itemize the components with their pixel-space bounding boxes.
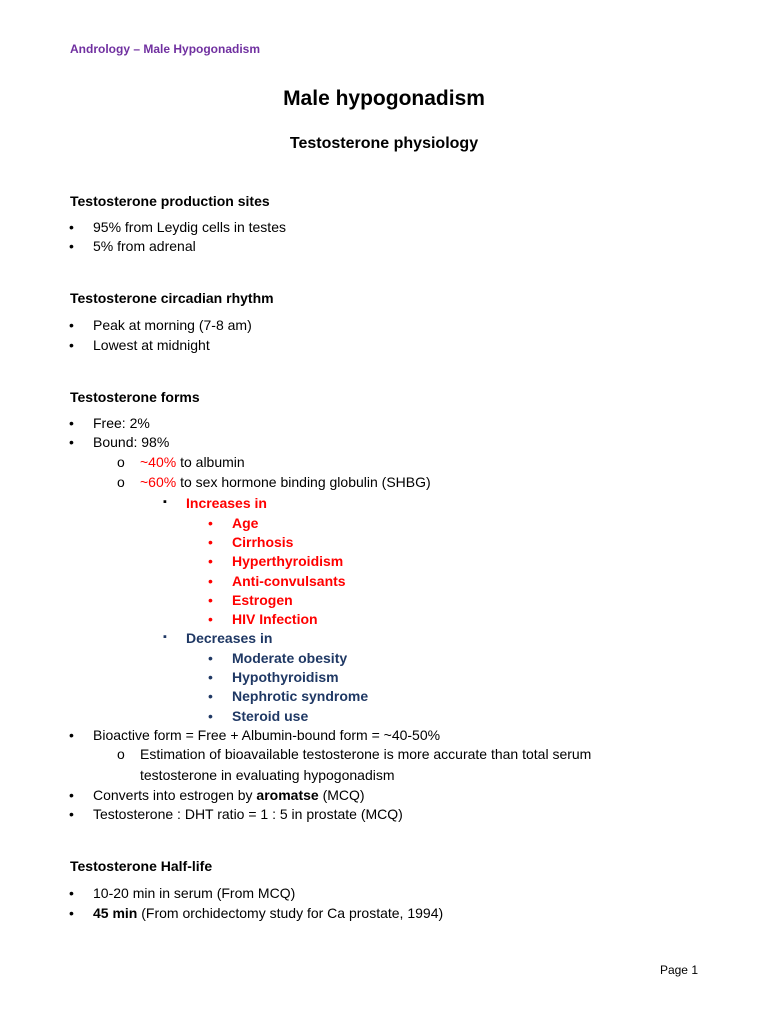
converts-text: Converts into estrogen by [93, 787, 257, 803]
halflife-value: 45 min [93, 905, 138, 921]
bullet-icon: • [208, 611, 213, 627]
section-heading-forms: Testosterone forms [70, 389, 200, 405]
list-item: 10-20 min in serum (From MCQ) [93, 885, 296, 901]
list-item: Bound: 98% [93, 434, 170, 450]
albumin-percent: ~40% [140, 454, 177, 470]
list-item: Peak at morning (7-8 am) [93, 317, 252, 333]
list-item-continuation: testosterone in evaluating hypogonadism [140, 767, 395, 783]
sub-bullet-icon: o [117, 746, 125, 762]
list-item: Free: 2% [93, 415, 150, 431]
list-item: 95% from Leydig cells in testes [93, 219, 286, 235]
list-item: Bioactive form = Free + Albumin-bound form = ~40-50% [93, 727, 441, 743]
increase-item: Cirrhosis [232, 534, 294, 550]
increase-item: Hyperthyroidism [232, 553, 344, 569]
sub-bullet-icon: o [117, 454, 125, 470]
bullet-icon: • [69, 434, 74, 450]
bullet-icon: • [69, 219, 74, 235]
square-bullet-icon: ▪ [163, 631, 167, 643]
list-item: Estimation of bioavailable testosterone is more accurate than total serum [140, 746, 592, 762]
section-heading-production: Testosterone production sites [70, 193, 270, 209]
halflife-source: (From orchidectomy study for Ca prostate, 1994) [137, 905, 444, 921]
bullet-icon: • [208, 650, 213, 666]
list-item: 5% from adrenal [93, 238, 196, 254]
list-item: Lowest at midnight [93, 337, 210, 353]
section-heading-halflife: Testosterone Half-life [70, 858, 213, 874]
section-heading-circadian: Testosterone circadian rhythm [70, 290, 274, 306]
shbg-text: to sex hormone binding globulin (SHBG) [176, 474, 431, 490]
bullet-icon: • [69, 337, 74, 353]
list-item [140, 454, 245, 470]
decrease-item: Moderate obesity [232, 650, 348, 666]
bullet-icon: • [69, 885, 74, 901]
list-item: Testosterone : DHT ratio = 1 : 5 in prostate (MCQ) [93, 806, 403, 822]
increases-label: Increases in [186, 495, 267, 511]
square-bullet-icon: ▪ [163, 496, 167, 508]
sub-bullet-icon: o [117, 474, 125, 490]
page-number: Page 1 [659, 963, 698, 977]
bullet-icon: • [69, 806, 74, 822]
bullet-icon: • [208, 553, 213, 569]
bullet-icon: • [69, 415, 74, 431]
bullet-icon: • [208, 592, 213, 608]
increase-item: Anti-convulsants [232, 573, 346, 589]
bullet-icon: • [208, 515, 213, 531]
bullet-icon: • [69, 238, 74, 254]
bullet-icon: • [69, 317, 74, 333]
bullet-icon: • [208, 534, 213, 550]
bullet-icon: • [208, 669, 213, 685]
bullet-icon: • [208, 573, 213, 589]
page-subtitle: Testosterone physiology [289, 135, 479, 152]
increase-item: Estrogen [232, 592, 293, 608]
decreases-label: Decreases in [186, 630, 273, 646]
aromatase-term: aromatse [256, 787, 319, 803]
converts-suffix: (MCQ) [318, 787, 365, 803]
list-item [93, 905, 443, 921]
list-item [140, 474, 431, 490]
list-item [93, 787, 365, 803]
increase-item: Age [232, 515, 259, 531]
bullet-icon: • [69, 905, 74, 921]
albumin-text: to albumin [176, 454, 245, 470]
bullet-icon: • [69, 787, 74, 803]
bullet-icon: • [208, 708, 213, 724]
increase-item: HIV Infection [232, 611, 318, 627]
shbg-percent: ~60% [140, 474, 177, 490]
bullet-icon: • [69, 727, 74, 743]
decrease-item: Hypothyroidism [232, 669, 339, 685]
page-header: Andrology – Male Hypogonadism [70, 42, 261, 56]
bullet-icon: • [208, 688, 213, 704]
page-title: Male hypogonadism [283, 87, 485, 110]
decrease-item: Nephrotic syndrome [232, 688, 369, 704]
decrease-item: Steroid use [232, 708, 309, 724]
